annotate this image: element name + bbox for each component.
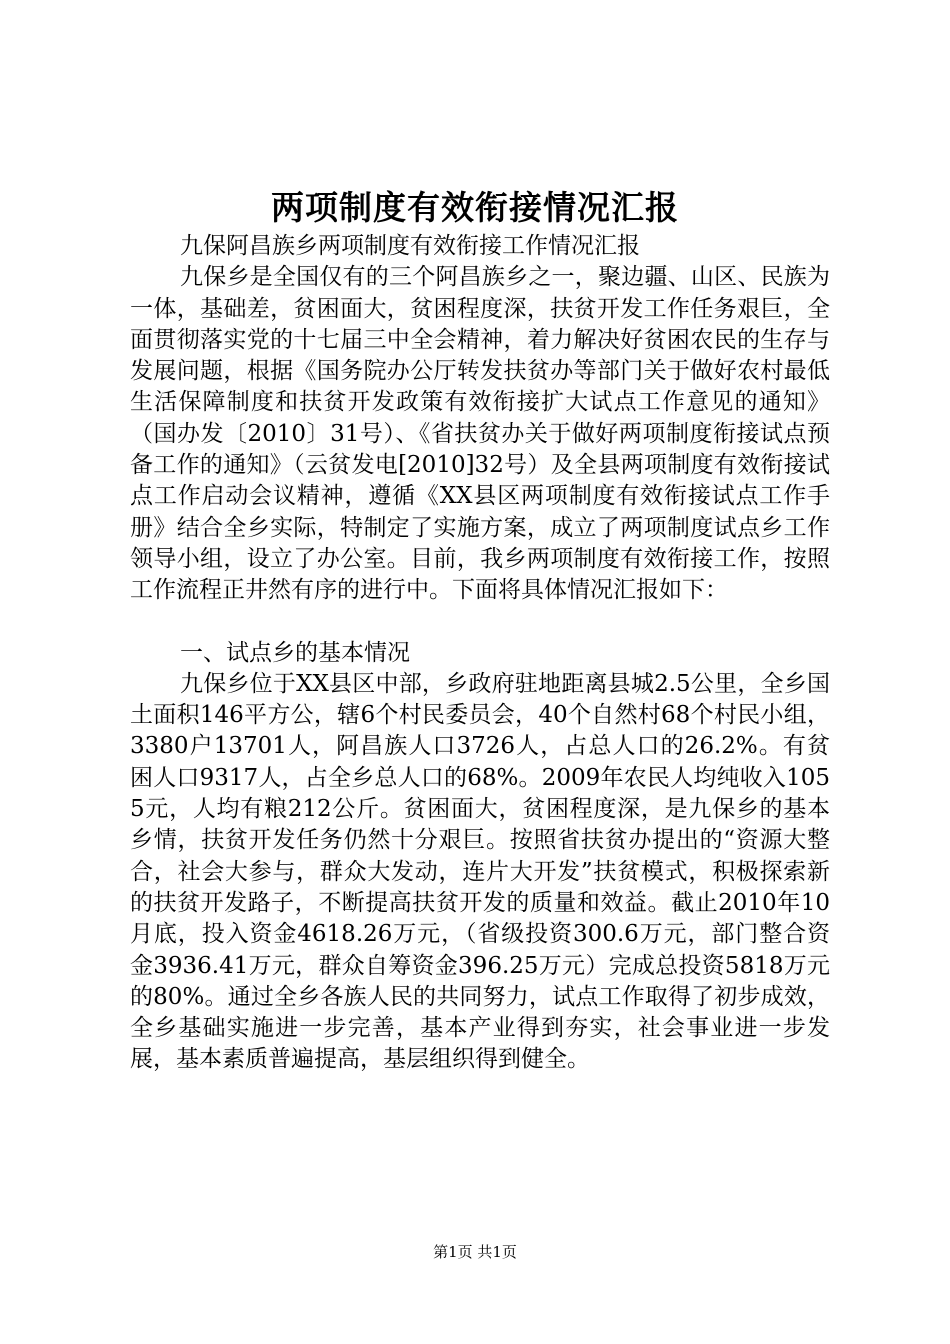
- page-number-footer: 第1页 共1页: [433, 1243, 517, 1261]
- paragraph-basic-situation: 九保乡位于XX县区中部，乡政府驻地距离县城2.5公里，全乡国土面积146平方公，辖6个村民委员会，40个自然村68个村民小组，3380户13701人，阿昌族人口3726人，占总人口的26.2%。有贫困人口9317人，占全乡总人口的68%。2009年农民人均纯收入1055元，人均有粮212公斤。贫困面大，贫困程度深，是九保乡的基本乡情，扶贫开发任务仍然十分艰巨。按照省扶贫办提出的“资源大整合，社会大参与，群众大发动，连片大开发”扶贫模式，积极探索新的扶贫开发路子，不断提高扶贫开发的质量和效益。截止2010年10月底，投入资金4618.26万元，（省级投资300.6万元，部门整合资金3936.41万元，群众自筹资金396.25万元）完成总投资5818万元的80%。通过全乡各族人民的共同努力，试点工作取得了初步成效，全乡基础实施进一步完善，基本产业得到夯实，社会事业进一步发展，基本素质普遍提高，基层组织得到健全。: [130, 670, 830, 1073]
- document-title: 两项制度有效衔接情况汇报: [271, 188, 679, 227]
- paragraph-intro: 九保乡是全国仅有的三个阿昌族乡之一，聚边疆、山区、民族为一体，基础差，贫困面大，贫困程度深，扶贫开发工作任务艰巨，全面贯彻落实党的十七届三中全会精神，着力解决好贫困农民的生存与发展问题，根据《国务院办公厅转发扶贫办等部门关于做好农村最低生活保障制度和扶贫开发政策有效衔接扩大试点工作意见的通知》（国办发〔2010〕31号）、《省扶贫办关于做好两项制度衔接试点预备工作的通知》（云贫发电[2010]32号）及全县两项制度有效衔接试点工作启动会议精神，遵循《XX县区两项制度有效衔接试点工作手册》结合全乡实际，特制定了实施方案，成立了两项制度试点乡工作领导小组，设立了办公室。目前，我乡两项制度有效衔接工作，按照工作流程正井然有序的进行中。下面将具体情况汇报如下：: [130, 264, 830, 604]
- document-body: [130, 231, 830, 1076]
- document-subtitle: 九保阿昌族乡两项制度有效衔接工作情况汇报: [180, 233, 640, 259]
- section-heading: 一、试点乡的基本情况: [180, 639, 410, 666]
